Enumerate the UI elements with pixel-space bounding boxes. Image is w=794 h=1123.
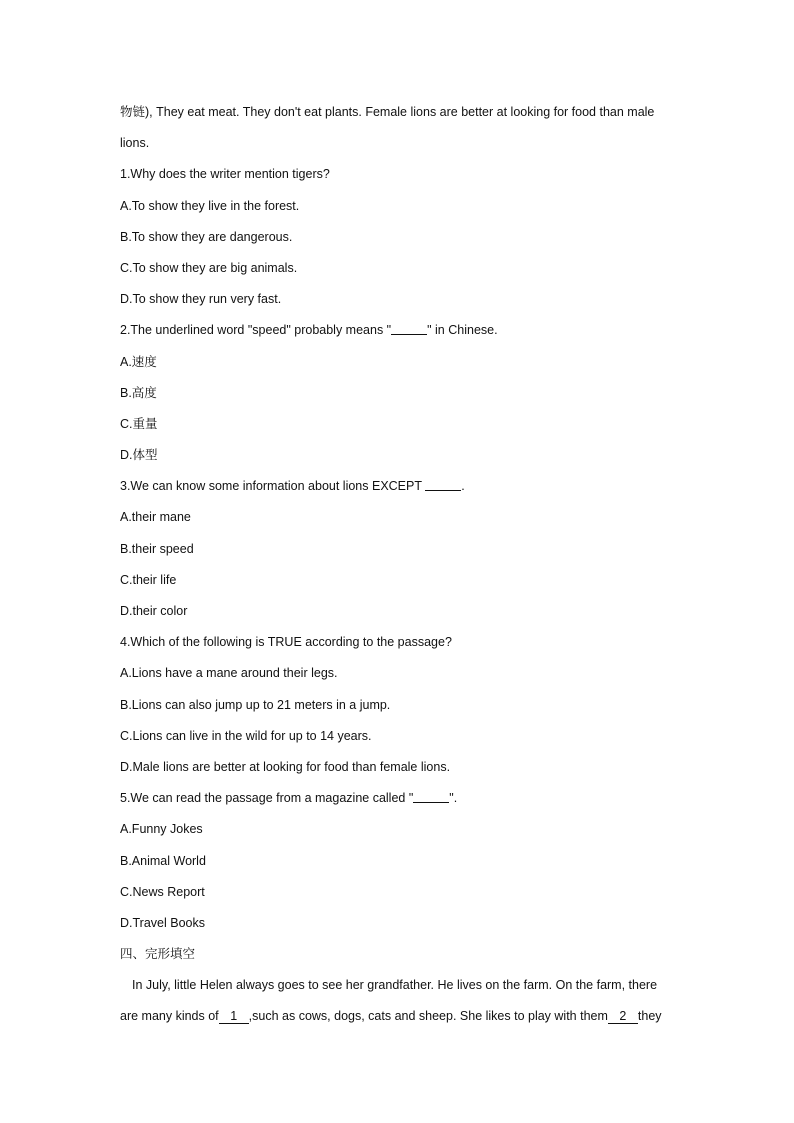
question-1-option-a: A.To show they live in the forest. xyxy=(120,198,300,213)
question-text: 4.Which of the following is TRUE according to the passage? xyxy=(120,635,452,650)
answer-blank xyxy=(391,322,427,335)
section-heading: 四、完形填空 xyxy=(120,947,196,962)
passage-line: lions. xyxy=(120,136,150,151)
question-3-option-a: A.their mane xyxy=(120,510,191,525)
cloze-blank-1: 1 xyxy=(219,1009,249,1024)
question-5-option-c: C.News Report xyxy=(120,884,205,899)
cloze-text: are many kinds of xyxy=(120,1009,219,1024)
answer-blank xyxy=(413,790,449,803)
question-text: 2.The underlined word "speed" probably means " xyxy=(120,323,392,338)
question-3-option-d: D.their color xyxy=(120,604,188,618)
question-text: " in Chinese. xyxy=(427,323,498,338)
question-3-option-b: B.their speed xyxy=(120,541,194,556)
question-2-stem xyxy=(120,319,676,350)
question-4-option-b: B.Lions can also jump up to 21 meters in a jump. xyxy=(120,697,391,712)
answer-blank xyxy=(425,478,461,491)
question-1-option-c: C.To show they are big animals. xyxy=(120,260,298,275)
question-2-option-d: D.体型 xyxy=(120,448,158,463)
question-1-option-b: B.To show they are dangerous. xyxy=(120,229,293,244)
question-text: ". xyxy=(449,791,458,806)
question-4-option-d: D.Male lions are better at looking for food than female lions. xyxy=(120,759,451,774)
question-4-option-c: C.Lions can live in the wild for up to 14 years. xyxy=(120,728,372,743)
question-5-option-b: B.Animal World xyxy=(120,853,206,868)
question-3-option-c: C.their life xyxy=(120,572,177,587)
question-5-option-d: D.Travel Books xyxy=(120,915,205,930)
question-3-stem xyxy=(120,475,676,506)
question-2-option-c: C.重量 xyxy=(120,416,158,431)
document-content xyxy=(120,101,676,1037)
cloze-text: ,such as cows, dogs, cats and sheep. She likes to play with them xyxy=(248,1009,608,1024)
question-text: . xyxy=(461,479,465,494)
question-text: 5.We can read the passage from a magazine called " xyxy=(120,791,414,806)
question-5-stem xyxy=(120,787,676,818)
question-4-option-a: A.Lions have a mane around their legs. xyxy=(120,666,338,681)
cloze-text: they xyxy=(637,1009,662,1024)
question-1-stem xyxy=(120,163,676,194)
question-4-stem xyxy=(120,631,676,662)
cloze-line xyxy=(120,1005,676,1036)
question-2-option-a: A.速度 xyxy=(120,354,157,369)
passage-line: 物链), They eat meat. They don't eat plants. Female lions are better at looking for food than male xyxy=(120,105,655,119)
question-5-option-a: A.Funny Jokes xyxy=(120,822,203,837)
question-2-option-b: B.高度 xyxy=(120,385,157,400)
cloze-blank-2: 2 xyxy=(608,1009,638,1024)
question-text: 3.We can know some information about lions EXCEPT xyxy=(120,479,426,494)
cloze-line: In July, little Helen always goes to see her grandfather. He lives on the farm. On the farm, there xyxy=(132,978,658,993)
question-1-option-d: D.To show they run very fast. xyxy=(120,292,282,307)
question-text: 1.Why does the writer mention tigers? xyxy=(120,167,330,182)
